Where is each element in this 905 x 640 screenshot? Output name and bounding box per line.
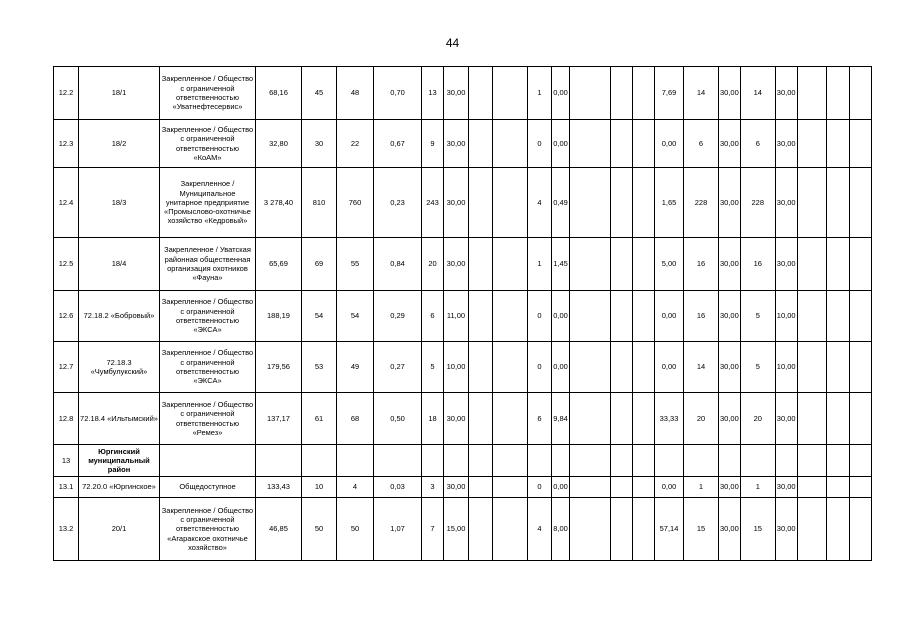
cell-c17: 228	[740, 168, 775, 238]
cell-c16: 30,00	[719, 238, 741, 291]
cell-c8	[493, 445, 528, 477]
row-number-cell: 12.5	[54, 238, 79, 291]
hunting-area-cell: 18/4	[79, 238, 160, 291]
cell-c16: 30,00	[719, 168, 741, 238]
cell-c1: 68,16	[256, 67, 302, 120]
cell-c5: 13	[422, 67, 444, 120]
owner-cell: Закрепленное / Уватская районная общественная организация охотников «Фауна»	[160, 238, 256, 291]
row-number-cell: 12.2	[54, 67, 79, 120]
cell-c7	[469, 67, 493, 120]
cell-c2: 50	[302, 498, 337, 561]
cell-c19	[797, 342, 826, 393]
row-number-cell: 13.2	[54, 498, 79, 561]
cell-c15: 16	[684, 291, 719, 342]
cell-c15: 20	[684, 393, 719, 445]
table-row	[54, 445, 872, 477]
cell-c7	[469, 291, 493, 342]
cell-c20	[826, 168, 849, 238]
cell-c1: 65,69	[256, 238, 302, 291]
cell-c21	[849, 342, 871, 393]
cell-c20	[826, 67, 849, 120]
cell-c18: 30,00	[775, 120, 797, 168]
cell-c10: 0,49	[552, 168, 570, 238]
table-row	[54, 120, 872, 168]
cell-c15: 14	[684, 342, 719, 393]
cell-c7	[469, 445, 493, 477]
cell-c17: 5	[740, 342, 775, 393]
cell-c1: 46,85	[256, 498, 302, 561]
cell-c8	[493, 342, 528, 393]
cell-c2	[302, 445, 337, 477]
cell-c5: 5	[422, 342, 444, 393]
owner-cell	[160, 445, 256, 477]
cell-c4: 0,03	[374, 477, 422, 498]
cell-c10: 0,00	[552, 342, 570, 393]
cell-c20	[826, 291, 849, 342]
cell-c14: 0,00	[655, 342, 684, 393]
cell-c20	[826, 498, 849, 561]
cell-c19	[797, 498, 826, 561]
cell-c18: 10,00	[775, 342, 797, 393]
cell-c10: 1,45	[552, 238, 570, 291]
cell-c1	[256, 445, 302, 477]
cell-c2: 10	[302, 477, 337, 498]
cell-c17: 6	[740, 120, 775, 168]
cell-c15	[684, 445, 719, 477]
cell-c13	[633, 342, 655, 393]
cell-c8	[493, 238, 528, 291]
cell-c19	[797, 120, 826, 168]
hunting-area-cell: 72.20.0 «Юргинское»	[79, 477, 160, 498]
cell-c7	[469, 120, 493, 168]
cell-c2: 45	[302, 67, 337, 120]
cell-c12	[611, 477, 633, 498]
cell-c9: 4	[528, 498, 552, 561]
cell-c11	[570, 168, 611, 238]
cell-c20	[826, 445, 849, 477]
cell-c16: 30,00	[719, 67, 741, 120]
cell-c18: 30,00	[775, 67, 797, 120]
cell-c14: 7,69	[655, 67, 684, 120]
cell-c20	[826, 342, 849, 393]
cell-c6: 10,00	[444, 342, 469, 393]
cell-c6: 30,00	[444, 67, 469, 120]
table-row	[54, 393, 872, 445]
cell-c4: 0,50	[374, 393, 422, 445]
cell-c14: 57,14	[655, 498, 684, 561]
cell-c16: 30,00	[719, 477, 741, 498]
cell-c21	[849, 498, 871, 561]
table-row	[54, 291, 872, 342]
cell-c18	[775, 445, 797, 477]
cell-c18: 30,00	[775, 498, 797, 561]
cell-c17: 14	[740, 67, 775, 120]
row-number-cell: 12.8	[54, 393, 79, 445]
cell-c13	[633, 445, 655, 477]
cell-c19	[797, 445, 826, 477]
cell-c1: 133,43	[256, 477, 302, 498]
owner-cell: Закрепленное / Общество с ограниченной ответственностью «Ремез»	[160, 393, 256, 445]
owner-cell: Закрепленное / Муниципальное унитарное предприятие «Промыслово-охотничье хозяйство «Кедровый»	[160, 168, 256, 238]
cell-c12	[611, 393, 633, 445]
cell-c3: 4	[337, 477, 374, 498]
cell-c16: 30,00	[719, 498, 741, 561]
cell-c20	[826, 477, 849, 498]
cell-c6: 15,00	[444, 498, 469, 561]
cell-c3: 49	[337, 342, 374, 393]
cell-c16: 30,00	[719, 291, 741, 342]
cell-c8	[493, 120, 528, 168]
cell-c2: 30	[302, 120, 337, 168]
table-row	[54, 342, 872, 393]
table-row	[54, 67, 872, 120]
cell-c10: 9,84	[552, 393, 570, 445]
cell-c9	[528, 445, 552, 477]
cell-c5: 6	[422, 291, 444, 342]
cell-c21	[849, 393, 871, 445]
row-number-cell: 12.7	[54, 342, 79, 393]
cell-c13	[633, 67, 655, 120]
cell-c4	[374, 445, 422, 477]
owner-cell: Закрепленное / Общество с ограниченной ответственностью «ЭКСА»	[160, 342, 256, 393]
cell-c2: 53	[302, 342, 337, 393]
cell-c10: 0,00	[552, 477, 570, 498]
cell-c21	[849, 67, 871, 120]
cell-c21	[849, 291, 871, 342]
cell-c21	[849, 168, 871, 238]
cell-c5	[422, 445, 444, 477]
cell-c17	[740, 445, 775, 477]
cell-c11	[570, 120, 611, 168]
row-number-cell: 12.4	[54, 168, 79, 238]
cell-c4: 0,84	[374, 238, 422, 291]
cell-c17: 20	[740, 393, 775, 445]
cell-c13	[633, 238, 655, 291]
cell-c11	[570, 291, 611, 342]
cell-c18: 30,00	[775, 477, 797, 498]
cell-c1: 3 278,40	[256, 168, 302, 238]
cell-c8	[493, 498, 528, 561]
cell-c9: 4	[528, 168, 552, 238]
cell-c17: 5	[740, 291, 775, 342]
cell-c17: 1	[740, 477, 775, 498]
cell-c5: 3	[422, 477, 444, 498]
cell-c17: 16	[740, 238, 775, 291]
cell-c2: 69	[302, 238, 337, 291]
hunting-area-cell: Юргинский муниципальный район	[79, 445, 160, 477]
cell-c21	[849, 445, 871, 477]
cell-c16: 30,00	[719, 342, 741, 393]
hunting-area-cell: 18/2	[79, 120, 160, 168]
cell-c5: 7	[422, 498, 444, 561]
cell-c21	[849, 238, 871, 291]
cell-c11	[570, 445, 611, 477]
owner-cell: Закрепленное / Общество с ограниченной ответственностью «КоАМ»	[160, 120, 256, 168]
cell-c12	[611, 498, 633, 561]
table-row	[54, 168, 872, 238]
cell-c19	[797, 238, 826, 291]
cell-c14: 1,65	[655, 168, 684, 238]
cell-c9: 0	[528, 120, 552, 168]
cell-c13	[633, 168, 655, 238]
cell-c2: 810	[302, 168, 337, 238]
cell-c21	[849, 477, 871, 498]
cell-c18: 30,00	[775, 393, 797, 445]
cell-c14: 33,33	[655, 393, 684, 445]
row-number-cell: 12.6	[54, 291, 79, 342]
cell-c9: 1	[528, 67, 552, 120]
cell-c13	[633, 120, 655, 168]
cell-c4: 0,70	[374, 67, 422, 120]
owner-cell: Закрепленное / Общество с ограниченной ответственностью «Агаракское охотничье хозяйство»	[160, 498, 256, 561]
cell-c6: 30,00	[444, 168, 469, 238]
cell-c11	[570, 238, 611, 291]
cell-c13	[633, 291, 655, 342]
cell-c5: 243	[422, 168, 444, 238]
cell-c4: 0,23	[374, 168, 422, 238]
cell-c13	[633, 393, 655, 445]
cell-c21	[849, 120, 871, 168]
cell-c19	[797, 393, 826, 445]
cell-c15: 1	[684, 477, 719, 498]
cell-c3: 54	[337, 291, 374, 342]
cell-c8	[493, 477, 528, 498]
hunting-area-cell: 18/1	[79, 67, 160, 120]
cell-c15: 228	[684, 168, 719, 238]
cell-c8	[493, 168, 528, 238]
cell-c3: 48	[337, 67, 374, 120]
cell-c3: 760	[337, 168, 374, 238]
cell-c12	[611, 120, 633, 168]
cell-c18: 10,00	[775, 291, 797, 342]
cell-c6: 30,00	[444, 477, 469, 498]
row-number-cell: 12.3	[54, 120, 79, 168]
cell-c16	[719, 445, 741, 477]
cell-c6	[444, 445, 469, 477]
cell-c14: 0,00	[655, 120, 684, 168]
cell-c2: 54	[302, 291, 337, 342]
cell-c14: 0,00	[655, 477, 684, 498]
cell-c12	[611, 291, 633, 342]
cell-c14	[655, 445, 684, 477]
cell-c7	[469, 238, 493, 291]
cell-c3: 68	[337, 393, 374, 445]
cell-c10	[552, 445, 570, 477]
cell-c4: 0,67	[374, 120, 422, 168]
cell-c16: 30,00	[719, 393, 741, 445]
cell-c12	[611, 168, 633, 238]
cell-c12	[611, 67, 633, 120]
hunting-area-cell: 72.18.4 «Ильтымский»	[79, 393, 160, 445]
cell-c11	[570, 477, 611, 498]
cell-c13	[633, 477, 655, 498]
row-number-cell: 13.1	[54, 477, 79, 498]
cell-c3: 22	[337, 120, 374, 168]
cell-c18: 30,00	[775, 168, 797, 238]
cell-c18: 30,00	[775, 238, 797, 291]
cell-c8	[493, 393, 528, 445]
cell-c3: 50	[337, 498, 374, 561]
hunting-area-cell: 20/1	[79, 498, 160, 561]
cell-c1: 179,56	[256, 342, 302, 393]
cell-c15: 14	[684, 67, 719, 120]
cell-c19	[797, 168, 826, 238]
cell-c17: 15	[740, 498, 775, 561]
cell-c11	[570, 342, 611, 393]
cell-c19	[797, 291, 826, 342]
cell-c12	[611, 238, 633, 291]
cell-c6: 11,00	[444, 291, 469, 342]
cell-c10: 0,00	[552, 120, 570, 168]
cell-c1: 188,19	[256, 291, 302, 342]
cell-c7	[469, 477, 493, 498]
cell-c2: 61	[302, 393, 337, 445]
cell-c1: 32,80	[256, 120, 302, 168]
cell-c6: 30,00	[444, 120, 469, 168]
table-row	[54, 498, 872, 561]
owner-cell: Закрепленное / Общество с ограниченной ответственностью «ЭКСА»	[160, 291, 256, 342]
page-number: 44	[445, 36, 460, 50]
cell-c7	[469, 498, 493, 561]
hunting-area-cell: 18/3	[79, 168, 160, 238]
cell-c8	[493, 67, 528, 120]
cell-c13	[633, 498, 655, 561]
cell-c6: 30,00	[444, 238, 469, 291]
cell-c15: 15	[684, 498, 719, 561]
cell-c10: 0,00	[552, 67, 570, 120]
cell-c4: 1,07	[374, 498, 422, 561]
cell-c19	[797, 67, 826, 120]
cell-c11	[570, 67, 611, 120]
cell-c5: 9	[422, 120, 444, 168]
cell-c4: 0,27	[374, 342, 422, 393]
cell-c11	[570, 393, 611, 445]
cell-c10: 8,00	[552, 498, 570, 561]
hunting-grounds-table	[53, 66, 872, 561]
cell-c14: 0,00	[655, 291, 684, 342]
cell-c9: 0	[528, 291, 552, 342]
cell-c11	[570, 498, 611, 561]
cell-c16: 30,00	[719, 120, 741, 168]
cell-c12	[611, 342, 633, 393]
cell-c9: 1	[528, 238, 552, 291]
cell-c6: 30,00	[444, 393, 469, 445]
cell-c9: 0	[528, 477, 552, 498]
cell-c9: 0	[528, 342, 552, 393]
row-number-cell: 13	[54, 445, 79, 477]
table-row	[54, 238, 872, 291]
cell-c7	[469, 168, 493, 238]
cell-c5: 18	[422, 393, 444, 445]
cell-c7	[469, 393, 493, 445]
cell-c15: 6	[684, 120, 719, 168]
cell-c15: 16	[684, 238, 719, 291]
cell-c3	[337, 445, 374, 477]
cell-c19	[797, 477, 826, 498]
cell-c12	[611, 445, 633, 477]
cell-c4: 0,29	[374, 291, 422, 342]
cell-c3: 55	[337, 238, 374, 291]
cell-c10: 0,00	[552, 291, 570, 342]
cell-c14: 5,00	[655, 238, 684, 291]
cell-c1: 137,17	[256, 393, 302, 445]
cell-c9: 6	[528, 393, 552, 445]
owner-cell: Общедоступное	[160, 477, 256, 498]
cell-c20	[826, 393, 849, 445]
hunting-area-cell: 72.18.2 «Бобровый»	[79, 291, 160, 342]
table-row	[54, 477, 872, 498]
cell-c20	[826, 238, 849, 291]
cell-c20	[826, 120, 849, 168]
hunting-area-cell: 72.18.3 «Чумбулукский»	[79, 342, 160, 393]
owner-cell: Закрепленное / Общество с ограниченной ответственностью «Уватнефтесервис»	[160, 67, 256, 120]
cell-c5: 20	[422, 238, 444, 291]
cell-c7	[469, 342, 493, 393]
cell-c8	[493, 291, 528, 342]
